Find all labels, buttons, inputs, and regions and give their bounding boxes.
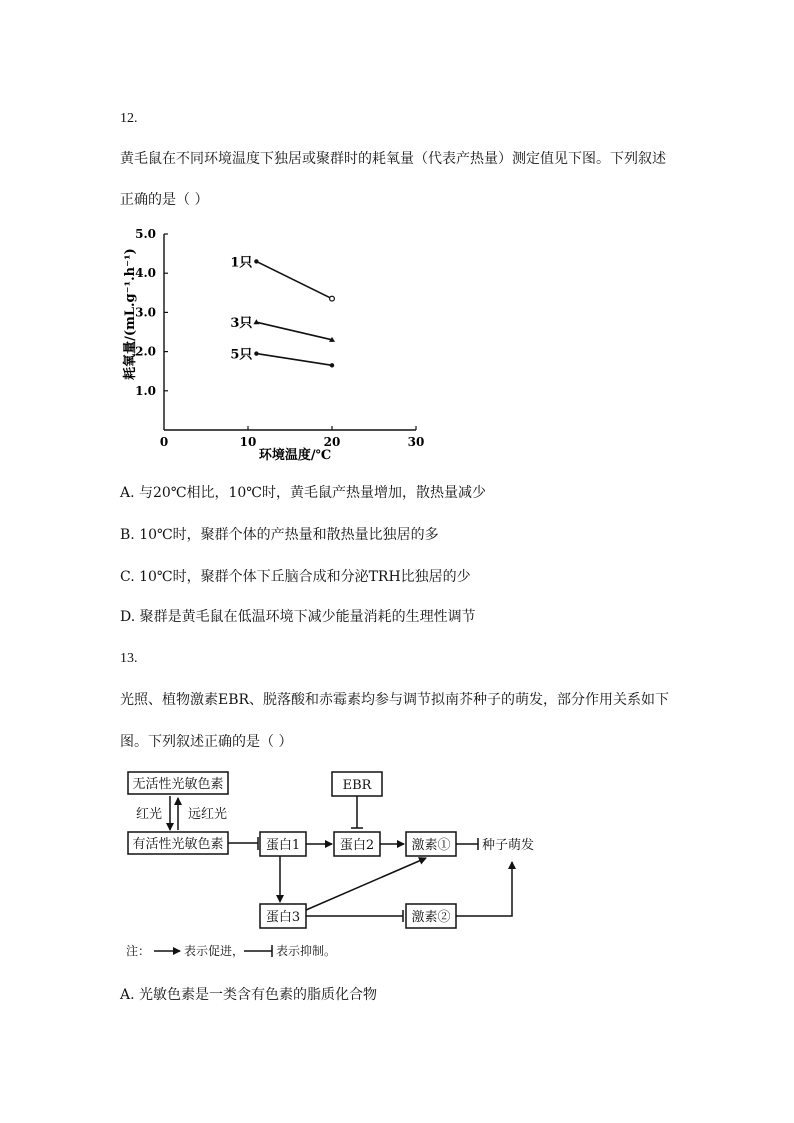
ebr-label: EBR <box>342 778 372 793</box>
chart-point <box>253 319 259 324</box>
chart-x-tick-label: 10 <box>239 435 257 449</box>
note-prefix: 注： <box>126 944 151 958</box>
chart-y-tick-label: 2.0 <box>135 344 156 359</box>
chart-axes <box>164 234 416 430</box>
chart-x-tick-label: 0 <box>159 435 169 449</box>
red-light-label: 红光 <box>136 807 163 822</box>
protein1-label: 蛋白1 <box>265 838 301 853</box>
chart-x-axis-label: 环境温度/℃ <box>258 448 332 463</box>
question-12-option-a: A. 与20℃相比，10℃时，黄毛鼠产热量增加，散热量减少 <box>120 485 486 501</box>
chart-point <box>330 296 335 301</box>
protein3-promotes-hormone1 <box>306 858 426 910</box>
protein2-label: 蛋白2 <box>339 838 375 853</box>
active-pigment-label: 有活性光敏色素 <box>132 837 224 852</box>
chart-series-line-2 <box>256 322 332 340</box>
chart-y-tick-label: 4.0 <box>135 266 156 281</box>
chart-x-tick-label: 30 <box>407 435 425 449</box>
chart-y-tick-label: 5.0 <box>135 227 156 241</box>
inactive-pigment-label: 无活性光敏色素 <box>132 777 224 792</box>
hormone2-label: 激素② <box>411 910 451 925</box>
far-red-light-label: 远红光 <box>188 807 228 822</box>
note-inhibit: 表示抑制。 <box>276 944 337 958</box>
chart-series-label: 5只 <box>230 347 253 363</box>
question-12-stem-line2: 正确的是（ ） <box>120 192 209 208</box>
question-13-option-a: A. 光敏色素是一类含有色素的脂质化合物 <box>120 987 378 1003</box>
germination-label: 种子萌发 <box>482 838 535 853</box>
chart-series-line-1 <box>256 261 332 298</box>
chart-series-label: 1只 <box>230 255 253 271</box>
chart-series-label: 3只 <box>230 316 253 332</box>
hormone2-promotes-germination <box>456 862 512 916</box>
chart-point <box>254 259 258 263</box>
chart-point <box>254 351 258 355</box>
germination-regulation-diagram <box>120 762 540 962</box>
question-13-number: 13. <box>120 651 138 666</box>
chart-x-tick-label: 20 <box>323 435 341 449</box>
chart-y-tick-label: 3.0 <box>135 305 156 320</box>
chart-series-line-3 <box>256 354 332 366</box>
chart-y-axis-label: 耗氧量/(mL.g⁻¹.h⁻¹) <box>123 248 138 380</box>
chart-y-tick-label: 1.0 <box>135 383 156 398</box>
question-12-option-c: C. 10℃时，聚群个体下丘脑合成和分泌TRH比独居的少 <box>120 569 471 585</box>
chart-point <box>330 363 334 367</box>
question-13-stem-line2: 图。下列叙述正确的是（ ） <box>120 734 293 750</box>
question-12-stem-line1: 黄毛鼠在不同环境温度下独居或聚群时的耗氧量（代表产热量）测定值见下图。下列叙述 <box>120 151 666 167</box>
question-12-option-b: B. 10℃时，聚群个体的产热量和散热量比独居的多 <box>120 527 439 543</box>
protein3-label: 蛋白3 <box>265 910 301 925</box>
question-13-stem-line1: 光照、植物激素EBR、脱落酸和赤霉素均参与调节拟南芥种子的萌发，部分作用关系如下 <box>120 692 670 708</box>
hormone1-label: 激素① <box>411 838 451 853</box>
question-12-option-d: D. 聚群是黄毛鼠在低温环境下减少能量消耗的生理性调节 <box>120 609 476 625</box>
question-12-number: 12. <box>120 111 138 126</box>
oxygen-consumption-chart <box>110 222 440 470</box>
note-promote: 表示促进， <box>184 944 245 958</box>
